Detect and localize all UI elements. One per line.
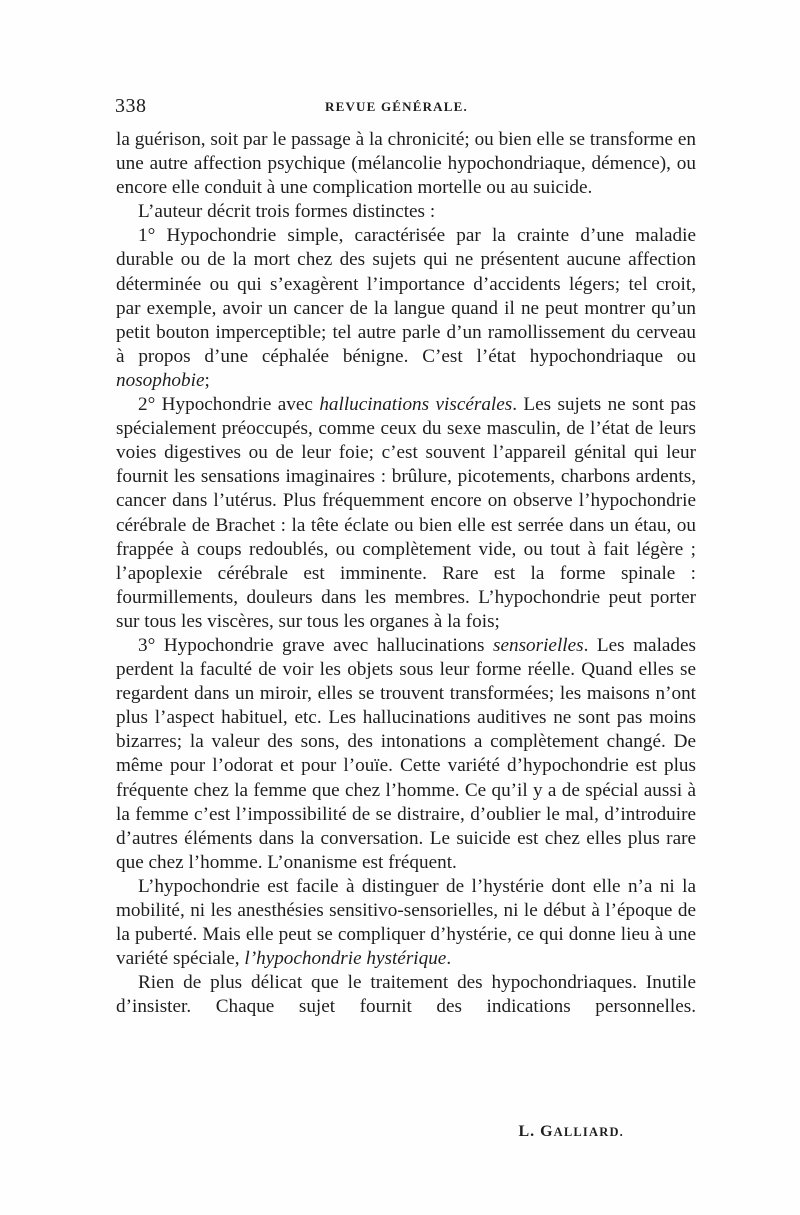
paragraph-simple-hypochondria: 1° Hypochondrie simple, caractérisée par la crainte d’une maladie durable ou de la mort chez des sujets qui ne présentent aucune affection déterminée ou qui s’exagèrent l’importance d’accidents légers; tel croit, par exemple, avoir un cancer de la langue quand il ne peut montrer qu’un petit bouton imperceptible; tel autre parle d’un ramollissement du cerveau à propos d’une céphalée bénigne. C’est l’état hypochondriaque ou nosophobie; <box>116 225 696 391</box>
paragraph-differential-diagnosis: L’hypochondrie est facile à distinguer de l’hystérie dont elle n’a ni la mobilité, ni les anesthésies sensitivo-sensorielles, ni le début à l’époque de la puberté. Mais elle peut se compliquer d’hystérie, ce qui donne lieu à une variété spéciale, l’hypochondrie hystérique. <box>116 875 696 970</box>
paragraph-visceral-hallucinations: 2° Hypochondrie avec hallucinations viscérales. Les sujets ne sont pas spécialement préoccupés, comme ceux du sexe masculin, de l’état de leurs voies digestives ou de leur foie; c’est souvent l’appareil génital qui leur fournit les sensations imaginaires : brûlure, picotements, charbons ardents, cancer dans l’utérus. Plus fréquemment encore on observe l’hypochondrie cérébrale de Brachet : la tête éclate ou bien elle est serrée dans un étau, ou frappée à coups redoublés, ou complètement vide, ou tout à fait légère ; l’apoplexie cérébrale est imminente. Rare est la forme spinale : fourmillements, douleurs dans les membres. L’hypochondrie peut porter sur tous les viscères, sur tous les organes à la fois; <box>116 394 696 632</box>
paragraph-forms-intro: L’auteur décrit trois formes distinctes : <box>138 201 436 223</box>
paragraph-sensory-hallucinations: 3° Hypochondrie grave avec hallucinations sensorielles. Les malades perdent la faculté de voir les objets sous leur forme réelle. Quand elles se regardent dans un miroir, elles se trouvent transformées; les maisons n’ont plus l’aspect habituel, etc. Les hallucinations auditives ne sont pas moins bizarres; la valeur des sons, des intonations a complètement changé. De même pour l’odorat et pour l’ouïe. Cette variété d’hypochondrie est plus fréquente chez la femme que chez l’homme. Ce qu’il y a de spécial aussi à la femme c’est l’impossibilité de se distraire, d’oublier le mal, d’introduire d’autres éléments dans la conversation. Le suicide est chez elles plus rare que chez l’homme. L’onanisme est fréquent. <box>116 634 696 873</box>
paragraph-continuation: la guérison, soit par le passage à la chronicité; ou bien elle se transforme en une autre affection psychique (mélancolie hypochondriaque, démence), ou encore elle conduit à une complication mortelle ou au suicide. <box>116 129 696 199</box>
paragraph-treatment: Rien de plus délicat que le traitement des hypochondriaques. Inutile d’insister. Chaque sujet fournit des indications personnelles. <box>116 972 696 1018</box>
running-head: REVUE GÉNÉRALE. <box>325 99 468 114</box>
article-body <box>116 128 696 1019</box>
emphasis-nosophobie: nosophobie <box>116 369 205 391</box>
emphasis-sensorielles: sensorielles <box>493 634 584 656</box>
page-header <box>115 95 695 121</box>
emphasis-visceral: hallucinations viscérales <box>319 394 513 416</box>
emphasis-hysterical: l’hypochondrie hystérique <box>244 948 447 970</box>
page-number: 338 <box>115 95 147 117</box>
author-signature: L. GALLIARD. <box>518 1123 624 1140</box>
